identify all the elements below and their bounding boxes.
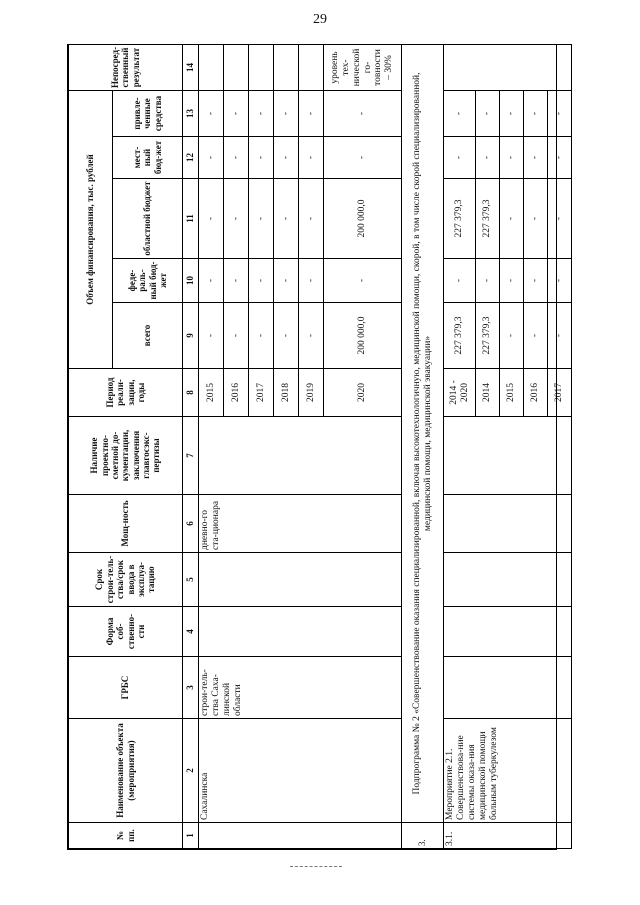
attracted-cell: - [548,91,572,137]
federal-cell: - [476,259,500,303]
regional-cell: 227 379,3 [476,179,500,259]
header-ownership: Форма соб-ственно-сти [69,607,183,657]
measure-term [444,553,572,607]
result-cell [224,45,249,91]
object-design [199,417,402,495]
year-cell: 2016 [524,369,548,417]
year-cell: 2016 [224,369,249,417]
local-cell: - [524,137,548,179]
attracted-cell: - [199,91,224,137]
rotated-table-frame [67,44,565,850]
local-cell: - [199,137,224,179]
federal-cell: - [199,259,224,303]
measure-no: 3.1. [444,823,572,849]
local-cell: - [224,137,249,179]
year-cell: 2018 [274,369,299,417]
local-cell: - [299,137,324,179]
total-cell: - [274,303,299,369]
measure-year-row [444,45,476,849]
total-cell: - [548,303,572,369]
object-ownership [199,607,402,657]
object-capacity: дневно-го ста-ционара [199,495,402,553]
local-cell: - [249,137,274,179]
federal-cell: - [444,259,476,303]
total-cell: - [249,303,274,369]
federal-cell: - [299,259,324,303]
header-no: № пп. [69,823,183,849]
federal-cell: - [224,259,249,303]
local-cell: - [500,137,524,179]
footer-dash [290,866,342,867]
total-cell: 227 379,3 [444,303,476,369]
object-no [199,823,402,849]
attracted-cell: - [444,91,476,137]
attracted-cell: - [274,91,299,137]
attracted-cell: - [324,91,402,137]
year-cell: 2017 [548,369,572,417]
column-number: 4 [183,607,199,657]
header-period: Период реали-зации, годы [69,369,183,417]
regional-cell: - [548,179,572,259]
result-cell [274,45,299,91]
object-term [199,553,402,607]
local-cell: - [324,137,402,179]
measure-grbs [444,657,572,719]
financing-table [68,44,572,849]
attracted-cell: - [476,91,500,137]
header-result: Непосред-ственный результат [69,45,183,91]
column-number: 12 [183,137,199,179]
subprogram-row [402,45,444,849]
column-number: 13 [183,91,199,137]
total-cell: 200 000,0 [324,303,402,369]
federal-cell: - [249,259,274,303]
year-cell: 2015 [199,369,224,417]
federal-cell: - [548,259,572,303]
column-number: 1 [183,823,199,849]
federal-cell: - [274,259,299,303]
regional-cell: - [299,179,324,259]
measure-name: Мероприятие 2.1. Совершенствова-ние системы оказа-ния медицинской помощи больным туберкулезом [444,719,572,823]
header-funding: Объем финансирования, тыс. рублей [69,91,113,369]
measure-ownership [444,607,572,657]
regional-cell: - [500,179,524,259]
header-federal: феде-раль-ный бюд-жет [113,259,183,303]
header-local: мест-ный бюд-жет [113,137,183,179]
column-number: 11 [183,179,199,259]
result-cell [199,45,224,91]
header-capacity: Мощ-ность [69,495,183,553]
total-cell: - [524,303,548,369]
year-cell: 2015 [500,369,524,417]
column-number: 14 [183,45,199,91]
result-cell: уровень тех-нической го-товности – 30% [324,45,402,91]
result-cell [249,45,274,91]
header-term: Срок строи-тель-ства/срок ввода в эксплуа-тацию [69,553,183,607]
column-numbers-row [183,45,199,849]
local-cell: - [548,137,572,179]
column-number: 9 [183,303,199,369]
object-grbs: строи-тель-ства Саха-линской области [199,657,402,719]
column-number: 8 [183,369,199,417]
header-name: Наименование объекта (мероприятия) [69,719,183,823]
local-cell: - [444,137,476,179]
column-number: 10 [183,259,199,303]
header-design: Наличие проектно-сметной до-кументации, заключения главгосэкс-пертизы [69,417,183,495]
column-number: 5 [183,553,199,607]
attracted-cell: - [500,91,524,137]
regional-cell: 200 000,0 [324,179,402,259]
attracted-cell: - [249,91,274,137]
column-number: 2 [183,719,199,823]
column-number: 3 [183,657,199,719]
regional-cell: - [524,179,548,259]
regional-cell: - [199,179,224,259]
total-cell: - [199,303,224,369]
rotated-table [68,45,565,849]
measure-capacity [444,495,572,553]
total-cell: - [224,303,249,369]
measure-design [444,417,572,495]
subprogram-title: Подпрограмма № 2 «Совершенствование оказания специализированной, включая высокотехнологичную, медицинской помощи, скорой, в том числе скорой специализированной, медицинской помощи, медицинской эвакуации» [402,45,444,823]
year-cell: 2017 [249,369,274,417]
federal-cell: - [500,259,524,303]
column-number: 6 [183,495,199,553]
year-cell: 2014 [476,369,500,417]
federal-cell: - [524,259,548,303]
attracted-cell: - [524,91,548,137]
regional-cell: - [274,179,299,259]
page-number: 29 [313,12,327,27]
header-regional: областной бюджет [113,179,183,259]
local-cell: - [274,137,299,179]
result-cell [299,45,324,91]
year-cell: 2020 [324,369,402,417]
year-cell: 2019 [299,369,324,417]
regional-cell: - [224,179,249,259]
measure-result [444,45,572,91]
header-total: всего [113,303,183,369]
attracted-cell: - [224,91,249,137]
year-cell: 2014 - 2020 [444,369,476,417]
federal-cell: - [324,259,402,303]
total-cell: - [500,303,524,369]
object-name: Сахалинска [199,719,402,823]
regional-cell: - [249,179,274,259]
subprogram-no: 3. [402,823,444,849]
local-cell: - [476,137,500,179]
header-grbs: ГРБС [69,657,183,719]
total-cell: - [299,303,324,369]
total-cell: 227 379,3 [476,303,500,369]
column-number: 7 [183,417,199,495]
attracted-cell: - [299,91,324,137]
regional-cell: 227 379,3 [444,179,476,259]
object-year-row [199,45,224,849]
header-attracted: привле-ченные средства [113,91,183,137]
